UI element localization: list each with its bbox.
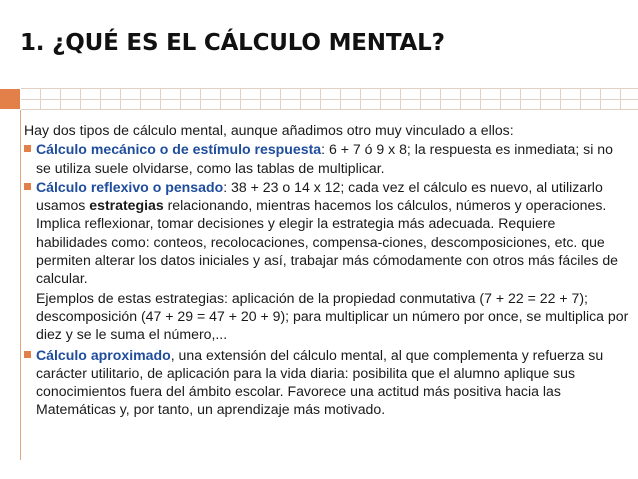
intro-text: Hay dos tipos de cálculo mental, aunque añadimos otro muy vinculado a ellos: [24,122,514,138]
bullet-item-mecanico [24,140,630,177]
slide-body [24,121,630,420]
example-text: Ejemplos de estas estrategias: aplicación de la propiedad conmutativa (7 + 22 = 22 + 7); descomposición (47 + 29 = 47 + 20 + 9); para multiplicar un número por once, se multiplica por diez y se le suma el número,... [36,289,629,343]
bullet-item-aproximado [24,346,630,419]
square-bullet-icon [24,351,31,358]
term-estrategias: estrategias [89,197,164,214]
text-mecanico: : 6 + 7 ó 9 x 8; la respuesta es inmediata; si no se utiliza suele olvidarse, como las tablas de multiplicar. [36,141,613,176]
text-reflexivo-before: : 38 + 23 o 14 x 12; cada vez el cálculo es nuevo, al utilizarlo usamos [36,178,603,214]
decorative-grid [21,88,638,110]
square-bullet-icon [24,183,31,190]
term-aproximado-prefix: Cálculo [36,346,91,363]
term-reflexivo: Cálculo reflexivo o pensado [36,178,224,195]
bullet-item-reflexivo [24,178,630,288]
accent-square [0,89,20,109]
term-mecanico: Cálculo mecánico o de estímulo respuesta [36,141,322,158]
slide-title: 1. ¿QUÉ ES EL CÁLCULO MENTAL? [20,30,445,56]
square-bullet-icon [24,145,31,152]
text-aproximado: , una extensión del cálculo mental, al que complementa y refuerza su carácter utilitario, de aplicación para la vida diaria: posibilita que el alumno aplique sus conocimientos fuera del ámbito escolar. Favorece una actitud más positiva hacia las Matemáticas y, por tanto, un aprendizaje más motivado. [36,346,604,418]
text-reflexivo-after: relacionando, mientras hacemos los cálculos, números y operaciones. Implica reflexionar, tomar decisiones y elegir la estrategia más adecuada. Requiere habilidades como: conteos, recolocaciones, compensa-ciones, descomposiciones, etc. que permiten alterar los datos iniciales y así, trabajar más cómodamente con otros más fáciles de calcular. [36,197,619,287]
left-rule [20,110,21,460]
term-aproximado: aproximado [90,346,171,363]
